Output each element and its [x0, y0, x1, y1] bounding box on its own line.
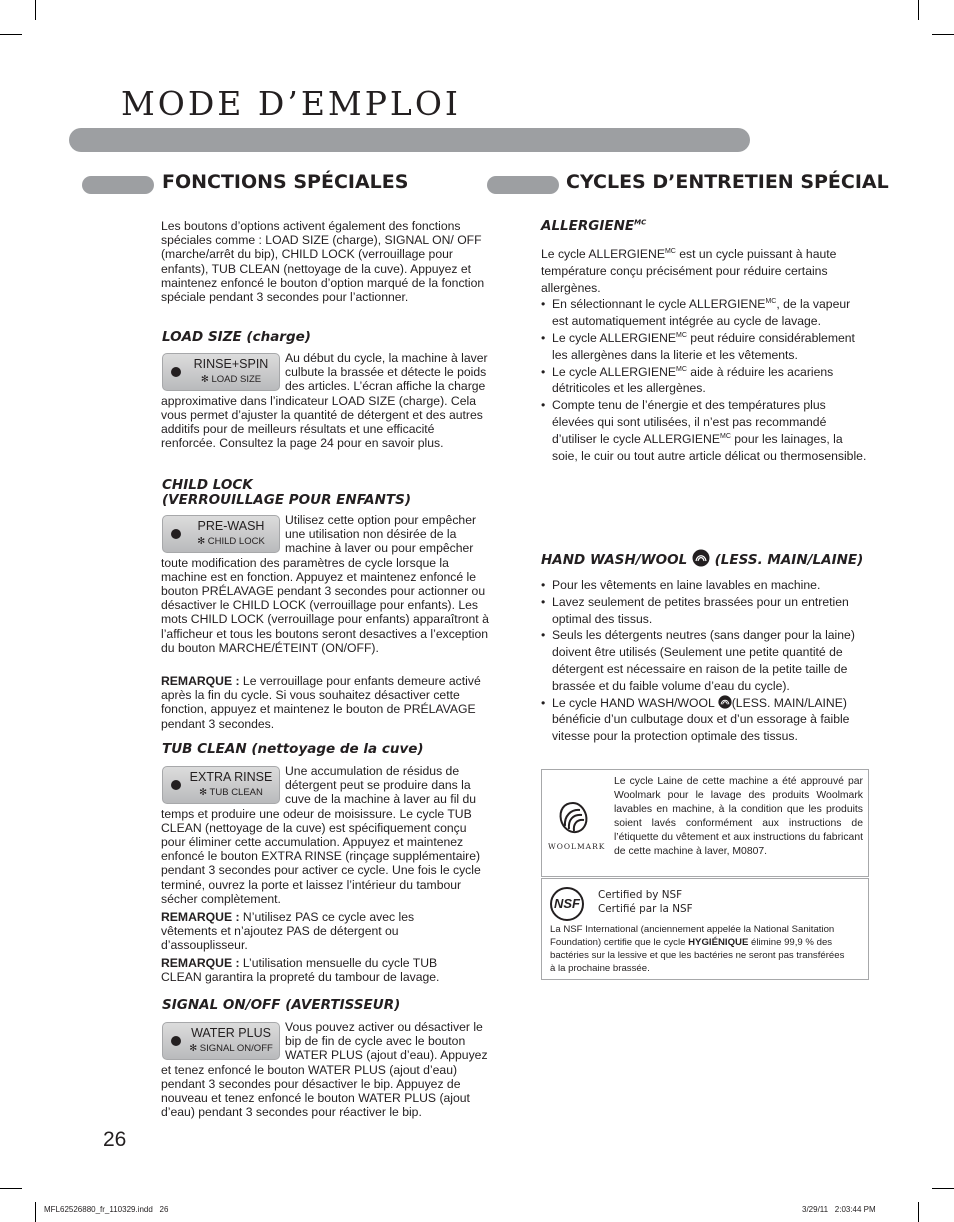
list-item: • Pour les vêtements en laine lavables en machine. [541, 578, 821, 592]
note-label: REMARQUE : [161, 674, 240, 688]
section-heading-special-care-cycles: CYCLES D’ENTRETIEN SPÉCIAL [566, 171, 889, 193]
allergiene-title [541, 219, 646, 234]
float-spacer [161, 1020, 285, 1062]
tub-clean-body: Une accumulation de résidus de détergent peut se produire dans la cuve de la machine à laver au fil du temps et produire une odeur de moisissure. Le cycle TUB CLEAN (nettoyage de la cuve) est spécifiquement conçu pour éliminer cette accumulation. Appuyez et maintenez enfoncé le bouton EXTRA RINSE (rinçage supplémentaire) pendant 3 secondes pour activer ce cycle. Une fois le cycle terminé, ouvrez la porte et laissez l’intérieur du tambour sécher complètement. [161, 764, 481, 906]
float-spacer [161, 513, 285, 555]
footer-file: MFL62526880_fr_110329.indd 26 [44, 1205, 169, 1214]
note-text: N’utilisez PAS ce cycle avec les vêtements et n’ajoutez PAS de détergent ou d’assouplisseur. [161, 910, 415, 953]
signal-body: Vous pouvez activer ou désactiver le bip de fin de cycle avec le bouton WATER PLUS (ajout d’eau). Appuyez et tenez enfoncé le bouton WATER PLUS (ajout d’eau) pendant 3 secondes pour désactiver le bip. Appuyez de nouveau et tenez enfoncé le bouton WATER PLUS (ajout d’eau) pendant 3 secondes pour réactiver le bip. [161, 1020, 488, 1120]
text-part: Le cycle ALLERGIENE [552, 330, 677, 345]
allergiene-title-text: ALLERGIENE [541, 218, 635, 234]
woolmark-logo-text: WOOLMARK [548, 842, 606, 851]
header-bar [69, 128, 750, 152]
note-label: REMARQUE : [161, 910, 240, 924]
child-lock-note [161, 674, 481, 731]
button-main-label: PRE-WASH [197, 519, 265, 533]
section-pill [487, 176, 559, 194]
button-sub-label: ✻ CHILD LOCK [197, 536, 265, 547]
nsf-logo-icon: NSF [550, 887, 584, 921]
mc-mark: MC [719, 432, 731, 440]
button-main-label: WATER PLUS [191, 1026, 271, 1040]
text-part: , de la vapeur est automatiquement intégrée au cycle de lavage. [552, 297, 851, 329]
text-part: peut réduire considérablement les allergènes dans la literie et les vêtements. [552, 330, 855, 362]
wool-icon [692, 549, 710, 567]
text-part: Lavez seulement de petites brassées pour un entretien optimal des tissus. [552, 594, 849, 626]
load-size-title: LOAD SIZE (charge) [162, 329, 311, 345]
crop-mark [918, 0, 919, 20]
crop-mark [0, 34, 22, 35]
button-main-label: RINSE+SPIN [193, 357, 269, 371]
woolmark-text: Le cycle Laine de cette machine a été approuvé par Woolmark pour le lavage des produits Woolmark lavables en machine, à la condition que les produits soient lavés conformément aux instructions de l’étiquette du vêtement et aux instructions du fabricant de cette machine à laver, M0807. [614, 776, 863, 858]
float-spacer [161, 351, 285, 393]
text-part: est un cycle puissant à haute température conçu précisément pour réduire certains allergènes. [541, 247, 837, 295]
mc-mark: MC [676, 331, 687, 339]
woolmark-box [541, 769, 869, 877]
mc-mark: MC [676, 365, 687, 373]
hand-wash-list [541, 577, 869, 745]
child-lock-title-line2: (VERROUILLAGE POUR ENFANTS) [162, 492, 412, 508]
crop-mark [35, 1202, 36, 1222]
nsf-cert-en: Certified by NSF [598, 889, 683, 901]
child-lock-text [161, 513, 489, 655]
page-title: MODE D’EMPLOI [121, 84, 461, 123]
list-item: • Le cycle $ALLERGIENE^{MC}$ peut réduire considérablement les allergènes dans la literie et les vêtements. [541, 330, 855, 362]
wool-icon [718, 695, 732, 709]
child-lock-title [162, 478, 411, 508]
section-pill [82, 176, 154, 194]
list-item: • En sélectionnant le cycle $ALLERGIENE^{MC}$, de la vapeur est automatiquement intégrée au cycle de lavage. [541, 297, 851, 329]
tub-clean-note-1 [161, 910, 461, 953]
button-sub-label: ✻ TUB CLEAN [199, 787, 263, 798]
text-part: Le cycle ALLERGIENE [541, 247, 665, 261]
child-lock-body: Utilisez cette option pour empêcher une utilisation non désirée de la machine à laver ou pour empêcher toute modification des paramètres de cycle lorsque la machine est en fonction. Appuyez et maintenez enfoncé le bouton PRÉLAVAGE pendant 3 secondes pour actionner ou désactiver le CHILD LOCK (verrouillage pour enfants). Les mots CHILD LOCK (verrouillage pour enfants) apparaîtront à l’afficheur et tous les boutons seront desactives a l’exception du bouton MARCHE/ÉTEINT (ON/OFF). [161, 513, 489, 655]
text-part: Le cycle HAND WASH/WOOL [552, 695, 715, 710]
text-part: Compte tenu de l’énergie et des températures plus élevées qui sont utilisées, il n’est pas recommandé d’utiliser le cycle ALLERGIENE [552, 398, 827, 446]
section-heading-special-functions: FONCTIONS SPÉCIALES [162, 171, 409, 193]
crop-mark [35, 0, 36, 20]
footer-date: 3/29/11 2:03:44 PM [802, 1205, 876, 1214]
hand-wash-title [541, 549, 863, 568]
allergiene-intro [541, 246, 867, 296]
text-part: Le cycle ALLERGIENE [552, 364, 677, 379]
load-size-text [161, 351, 489, 450]
note-text: Le verrouillage pour enfants demeure activé après la fin du cycle. Si vous souhaitez désactiver cette fonction, appuyez et maintenez le bouton de PRÉLAVAGE pendant 3 secondes. [161, 674, 481, 731]
nsf-cert [598, 888, 693, 916]
text-part: Seuls les détergents neutres (sans danger pour la laine) doivent être utilisés (Seulement une petite quantité de détergent est nécessaire en raison de la petite taille de brassée et du faible volume d’eau du cycle). [552, 628, 855, 693]
note-text: L’utilisation mensuelle du cycle TUB CLEAN garantira la propreté du tambour de lavage. [161, 956, 440, 985]
signal-title: SIGNAL ON/OFF (AVERTISSEUR) [162, 997, 401, 1013]
list-item: • Seuls les détergents neutres (sans danger pour la laine) doivent être utilisés (Seulement une petite quantité de détergent est nécessaire en raison de la petite taille de brassée et du faible volume d’eau du cycle). [541, 628, 855, 693]
allergiene-content [541, 246, 867, 464]
text-part: La NSF International (anciennement appelée la National Sanitation Foundation) certifie que le cycle [550, 924, 835, 948]
text-part: En sélectionnant le cycle ALLERGIENE [552, 297, 766, 312]
list-item: • Le cycle $ALLERGIENE^{MC}$ aide à réduire les acariens détriticoles et les allergènes. [541, 364, 834, 396]
signal-text [161, 1020, 489, 1119]
mc-mark: MC [664, 247, 676, 255]
list-item: • Compte tenu de l’énergie et des températures plus élevées qui sont utilisées, il n’est pas recommandé d’utiliser le cycle $ALLERGIENE^{MC}$ pour les lainages, la soie, le cuir ou tout autre article délicat ou thermosensible. [541, 398, 867, 463]
crop-mark [918, 1202, 919, 1222]
list-item: • Le cycle HAND WASH/WOOL (LESS. MAIN/LAINE) bénéficie d’un culbutage doux et d’un essorage à faible vitesse pour la protection optimale des tissus. [541, 695, 850, 744]
crop-mark [0, 1188, 22, 1189]
child-lock-title-line1: CHILD LOCK [162, 477, 253, 493]
crop-mark [932, 34, 954, 35]
tub-clean-title: TUB CLEAN (nettoyage de la cuve) [162, 741, 424, 757]
nsf-text [550, 923, 850, 975]
tub-clean-text [161, 764, 489, 906]
float-spacer [161, 764, 285, 806]
intro-paragraph: Les boutons d’options activent également des fonctions spéciales comme : LOAD SIZE (charge), SIGNAL ON/ OFF (marche/arrêt du bip), CHILD LOCK (verrouillage pour enfants), TUB CLEAN (nettoyage de la cuve). Appuyez et maintenez enfoncé le bouton d’option marqué de la fonction spéciale pendant 3 secondes pour l’actionner. [161, 219, 485, 305]
button-sub-label: ✻ SIGNAL ON/OFF [189, 1043, 273, 1054]
mc-mark: MC [765, 298, 777, 306]
nsf-box [541, 878, 869, 980]
title-part: (LESS. MAIN/LAINE) [714, 552, 864, 568]
nsf-cert-fr: Certifié par la NSF [598, 903, 693, 915]
crop-mark [932, 1188, 954, 1189]
text-part: élimine 99,9 % des bactéries sur la lessive et que les bactéries ne seront pas transférées à la prochaine brassée. [550, 937, 845, 974]
woolmark-logo-icon [556, 800, 590, 836]
mc-mark: MC [634, 218, 647, 227]
text-part: (LESS. MAIN/LAINE) bénéficie d’un culbutage doux et d’un essorage à faible vitesse pour la protection optimale des tissus. [552, 695, 850, 744]
text-part: HYGIÉNIQUE [688, 937, 749, 948]
list-item: • Lavez seulement de petites brassées pour un entretien optimal des tissus. [541, 594, 849, 626]
button-sub-label: ✻ LOAD SIZE [200, 374, 262, 385]
load-size-body: Au début du cycle, la machine à laver culbute la brassée et détecte le poids des articles. L’écran affiche la charge approximative dans l’indicateur LOAD SIZE (charge). Cela vous permet d’ajuster la quantité de détergent et des autres additifs pour de meilleurs résultats et une efficacité renforcée. Consultez la page 24 pour en savoir plus. [161, 351, 488, 451]
page-number: 26 [103, 1128, 127, 1151]
text-part: pour les lainages, la soie, le cuir ou tout autre article délicat ou thermosensible. [552, 431, 867, 463]
text-part: Pour les vêtements en laine lavables en machine. [552, 578, 821, 592]
title-part: HAND WASH/WOOL [541, 552, 688, 568]
text-part: aide à réduire les acariens détriticoles et les allergènes. [552, 364, 834, 396]
tub-clean-note-2 [161, 956, 471, 984]
note-label: REMARQUE : [161, 956, 240, 970]
button-main-label: EXTRA RINSE [189, 770, 273, 784]
